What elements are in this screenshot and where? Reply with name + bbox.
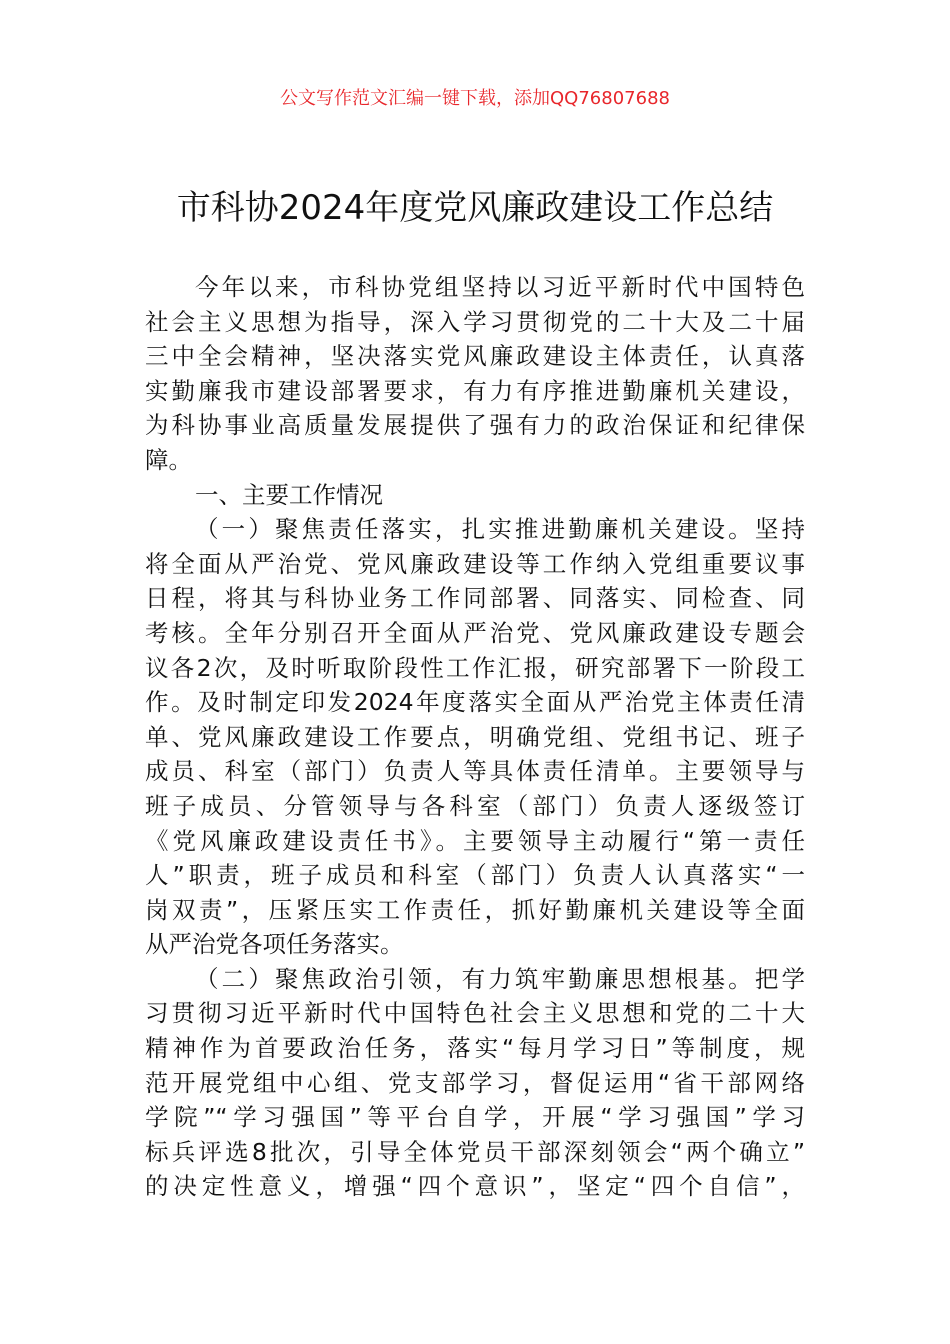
text-line: 单、党风廉政建设工作要点，明确党组、党组书记、班子	[145, 722, 805, 751]
text-line: 日程，将其与科协业务工作同部署、同落实、同检查、同	[145, 584, 805, 613]
text-line: 考核。全年分别召开全面从严治党、党风廉政建设专题会	[145, 618, 805, 647]
text-line: 议各2次，及时听取阶段性工作汇报，研究部署下一阶段工	[145, 653, 805, 682]
text-line: 人”职责，班子成员和科室（部门）负责人认真落实“一	[145, 861, 805, 890]
text-line: 成员、科室（部门）负责人等具体责任清单。主要领导与	[145, 757, 805, 786]
text-line: （二）聚焦政治引领，有力筑牢勤廉思想根基。把学	[195, 964, 805, 993]
text-line: 一、主要工作情况	[195, 480, 383, 509]
text-line: 精神作为首要政治任务，落实“每月学习日”等制度，规	[145, 1034, 805, 1063]
document-body	[145, 270, 805, 1204]
text-line: 为科协事业高质量发展提供了强有力的政治保证和纪律保	[145, 411, 805, 440]
text-line: 今年以来，市科协党组坚持以习近平新时代中国特色	[195, 273, 805, 301]
text-line: 三中全会精神，坚决落实党风廉政建设主体责任，认真落	[145, 342, 805, 371]
text-line: 学院”“学习强国”等平台自学，开展“学习强国”学习	[145, 1103, 805, 1132]
text-line: 习贯彻习近平新时代中国特色社会主义思想和党的二十大	[145, 999, 805, 1028]
text-line: （一）聚焦责任落实，扎实推进勤廉机关建设。坚持	[195, 515, 805, 544]
text-line: 社会主义思想为指导，深入学习贯彻党的二十大及二十届	[145, 307, 805, 336]
text-line: 将全面从严治党、党风廉政建设等工作纳入党组重要议事	[145, 549, 805, 578]
text-line: 标兵评选8批次，引导全体党员干部深刻领会“两个确立”	[145, 1137, 805, 1166]
document-title: 市科协2024年度党风廉政建设工作总结	[176, 188, 774, 228]
download-banner: 公文写作范文汇编一键下载，添加QQ76807688	[280, 88, 670, 109]
text-line: 障。	[145, 445, 192, 474]
text-line: 作。及时制定印发2024年度落实全面从严治党主体责任清	[145, 688, 805, 717]
text-line: 从严治党各项任务落实。	[145, 930, 404, 959]
text-line: 范开展党组中心组、党支部学习，督促运用“省干部网络	[145, 1068, 805, 1097]
text-line: 岗双责”，压紧压实工作责任，抓好勤廉机关建设等全面	[145, 895, 805, 924]
text-line: 的决定性意义，增强“四个意识”，坚定“四个自信”，	[145, 1172, 805, 1201]
text-line: 《党风廉政建设责任书》。主要领导主动履行“第一责任	[145, 826, 805, 855]
text-line: 实勤廉我市建设部署要求，有力有序推进勤廉机关建设，	[145, 376, 805, 405]
text-line: 班子成员、分管领导与各科室（部门）负责人逐级签订	[145, 791, 805, 820]
